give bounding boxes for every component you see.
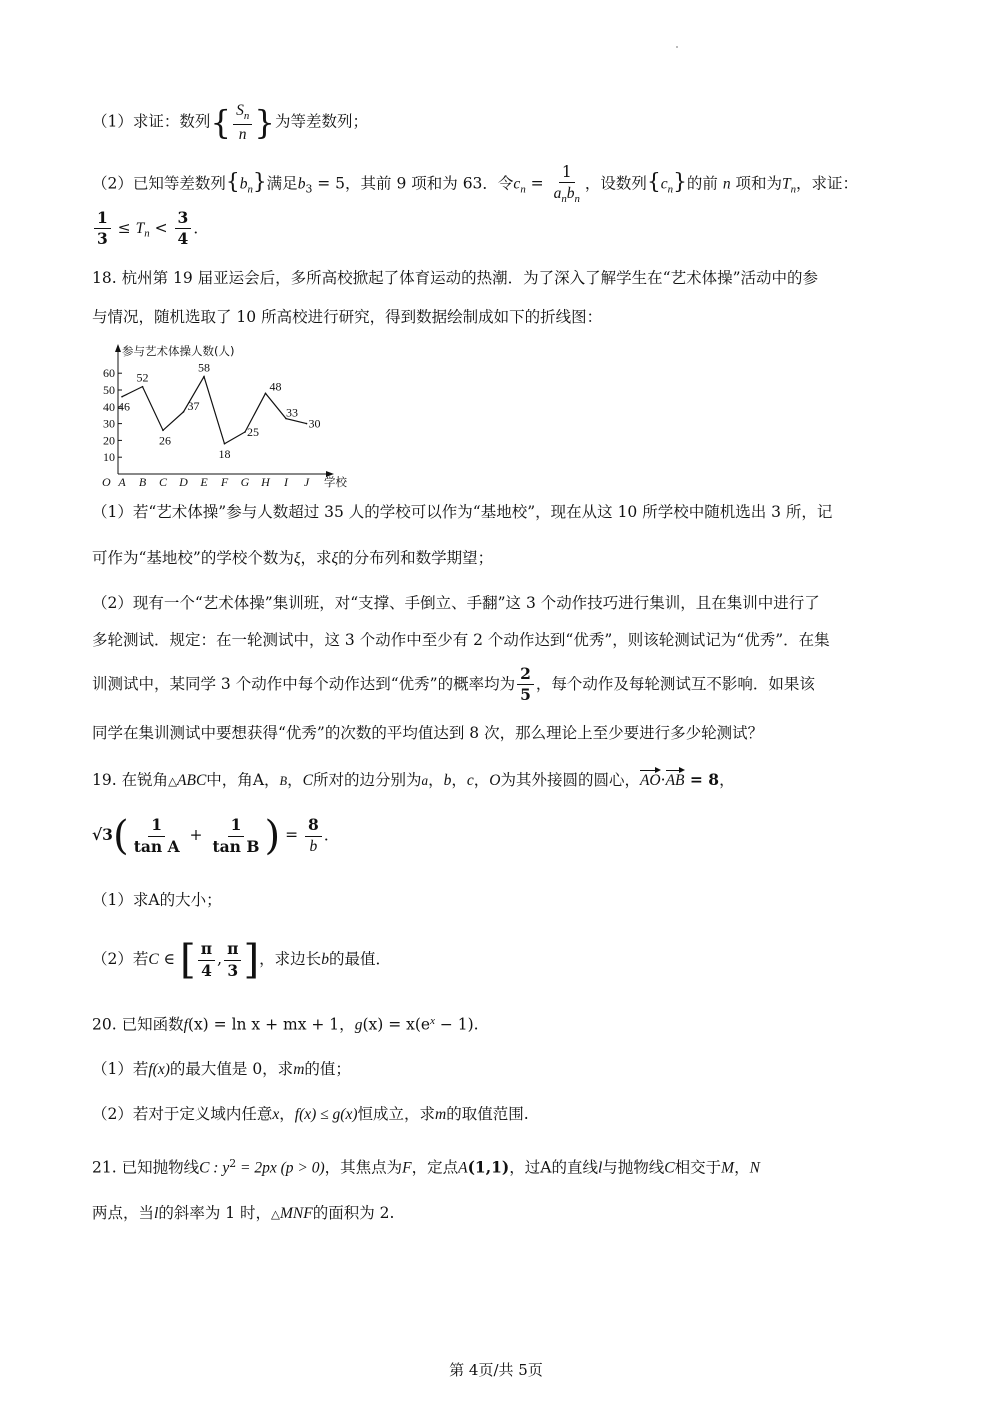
brace-right: } <box>254 103 275 142</box>
q19-p1: （1）求A的大小； <box>92 891 222 909</box>
x-tick-label: D <box>179 475 188 489</box>
data-label: 18 <box>218 446 231 461</box>
line-chart <box>96 340 356 490</box>
speck <box>676 46 678 48</box>
data-label: 46 <box>118 399 130 414</box>
q21-line2: 两点，当l的斜率为 1 时，△MNF的面积为 2. <box>92 1204 395 1222</box>
origin-label: O <box>102 475 111 489</box>
data-label: 58 <box>198 360 210 375</box>
x-tick-label: B <box>138 475 147 489</box>
data-label: 30 <box>308 416 321 431</box>
x-tick-label: E <box>200 475 208 489</box>
q19-equation: √3( $\frac{1}{\text{tan A}}$ + $\frac{1}{\text{tan B}}$ ) = $\frac{8}{b}$ ． <box>92 812 340 859</box>
x-tick-label: I <box>284 475 288 489</box>
q19-p2: （2）若C ∈ [ $\frac{\pi}{4}$ , $\frac{\pi}{3}$ ]，求边长b的最值． <box>92 936 391 983</box>
q18-line2: 与情况，随机选取了 10 所高校进行研究，得到数据绘制成如下的折线图： <box>92 308 603 326</box>
x-axis-label: 学校 <box>324 475 347 489</box>
x-tick-label: C <box>158 475 168 489</box>
q20-p1: （1）若f(x)的最大值是 0，求m的值； <box>92 1060 351 1078</box>
data-point <box>244 431 246 433</box>
y-tick-label: 30 <box>103 416 115 431</box>
x-tick-label: A <box>118 475 126 489</box>
q17-part1 <box>92 102 368 143</box>
q18-p1-line2: 可作为“基地校”的学校个数为ξ，求ξ的分布列和数学期望； <box>92 549 494 567</box>
q18-p2-line2: 多轮测试．规定：在一轮测试中，这 3 个动作中至少有 2 个动作达到“优秀”，则该轮测试记为“优秀”．在集 <box>92 631 830 649</box>
q18-p2-line1: （2）现有一个“艺术体操”集训班，对“支撑、手倒立、手翻”这 3 个动作技巧进行集训，且在集训中进行了 <box>92 594 820 612</box>
y-tick-label: 50 <box>103 383 115 397</box>
x-tick-label: H <box>261 475 270 489</box>
data-label: 37 <box>187 398 200 413</box>
q17-p1-label: （1）求证：数列 <box>92 112 211 131</box>
data-point <box>265 393 267 395</box>
q20-line1: 20. 已知函数f(x) = ln x + mx + 1，$g(x) = x(e^x - 1)$. <box>92 1015 479 1034</box>
brace-left: { <box>210 103 232 142</box>
page-footer: 第 4页/共 5页 <box>449 1361 543 1379</box>
q17-p1-tail: 为等差数列； <box>274 112 368 131</box>
q20-p2: （2）若对于定义域内任意x，f(x) ≤ g(x)恒成立，求m的取值范围. <box>92 1105 529 1123</box>
q17-inequality: $\frac{1}{3}$ ≤ $T_n$ < $\frac{3}{4}$ ． <box>92 210 209 248</box>
q18-line1: 18. 杭州第 19 届亚运会后，多所高校掀起了体育运动的热潮．为了深入了解学生在“艺术体操”活动中的参 <box>92 269 819 287</box>
fraction-cn: $\frac{1}{a_nb_n}$ <box>553 163 580 206</box>
y-axis-label: 参与艺术体操人数(人) <box>122 344 235 358</box>
chart-labels <box>102 344 347 489</box>
data-label: 52 <box>136 370 149 385</box>
q17-part2: （2）已知等差数列$\{b_n\}$满足$b_3 = 5$，其前 9 项和为 63．令$c_n$ = $\frac{1}{a_nb_n}$ ，设数列$\{c_n\}$的前 n 项和为$T_n$，求证： <box>92 163 859 206</box>
data-point <box>306 423 308 425</box>
x-tick-label: F <box>220 475 229 489</box>
y-axis-arrow <box>115 344 121 352</box>
data-label: 48 <box>269 379 282 394</box>
y-tick-label: 60 <box>103 366 115 381</box>
y-tick-label: 20 <box>103 433 115 448</box>
data-point <box>183 411 185 413</box>
q21-line1: 21. 已知抛物线C : $y^2 = 2px$ (p > 0)，其焦点为F，定点A(1,1)，过A的直线l与抛物线C相交于M，N <box>92 1157 760 1177</box>
data-point <box>162 430 164 432</box>
data-label: 26 <box>159 433 171 448</box>
data-point <box>203 376 205 378</box>
q18-p1-line1: （1）若“艺术体操”参与人数超过 35 人的学校可以作为“基地校”，现在从这 10 所学校中随机选出 3 所，记 <box>92 503 833 521</box>
q18-p2-line4: 同学在集训测试中要想获得“优秀”的次数的平均值达到 8 次，那么理论上至少要进行多少轮测试？ <box>92 724 764 742</box>
q19-line1: 19. 在锐角△ABC中，角A，B，C所对的边分别为a，b，c，O为其外接圆的圆心，AO·AB = 8， <box>92 770 735 789</box>
fraction-sn-n: $\frac{S_n}{n}$ <box>233 102 252 143</box>
data-label: 33 <box>286 405 298 420</box>
q18-p2-line3: 训测试中，某同学 3 个动作中每个动作达到“优秀”的概率均为 $\frac{2}{5}$ ，每个动作及每轮测试互不影响．如果该 <box>92 664 815 705</box>
y-tick-label: 40 <box>103 399 115 414</box>
x-tick-label: G <box>240 475 250 489</box>
data-point <box>142 386 144 388</box>
data-point <box>224 443 226 445</box>
x-tick-label: J <box>303 475 310 489</box>
data-point <box>121 396 123 398</box>
data-label: 25 <box>247 425 259 439</box>
y-tick-label: 10 <box>103 450 115 465</box>
